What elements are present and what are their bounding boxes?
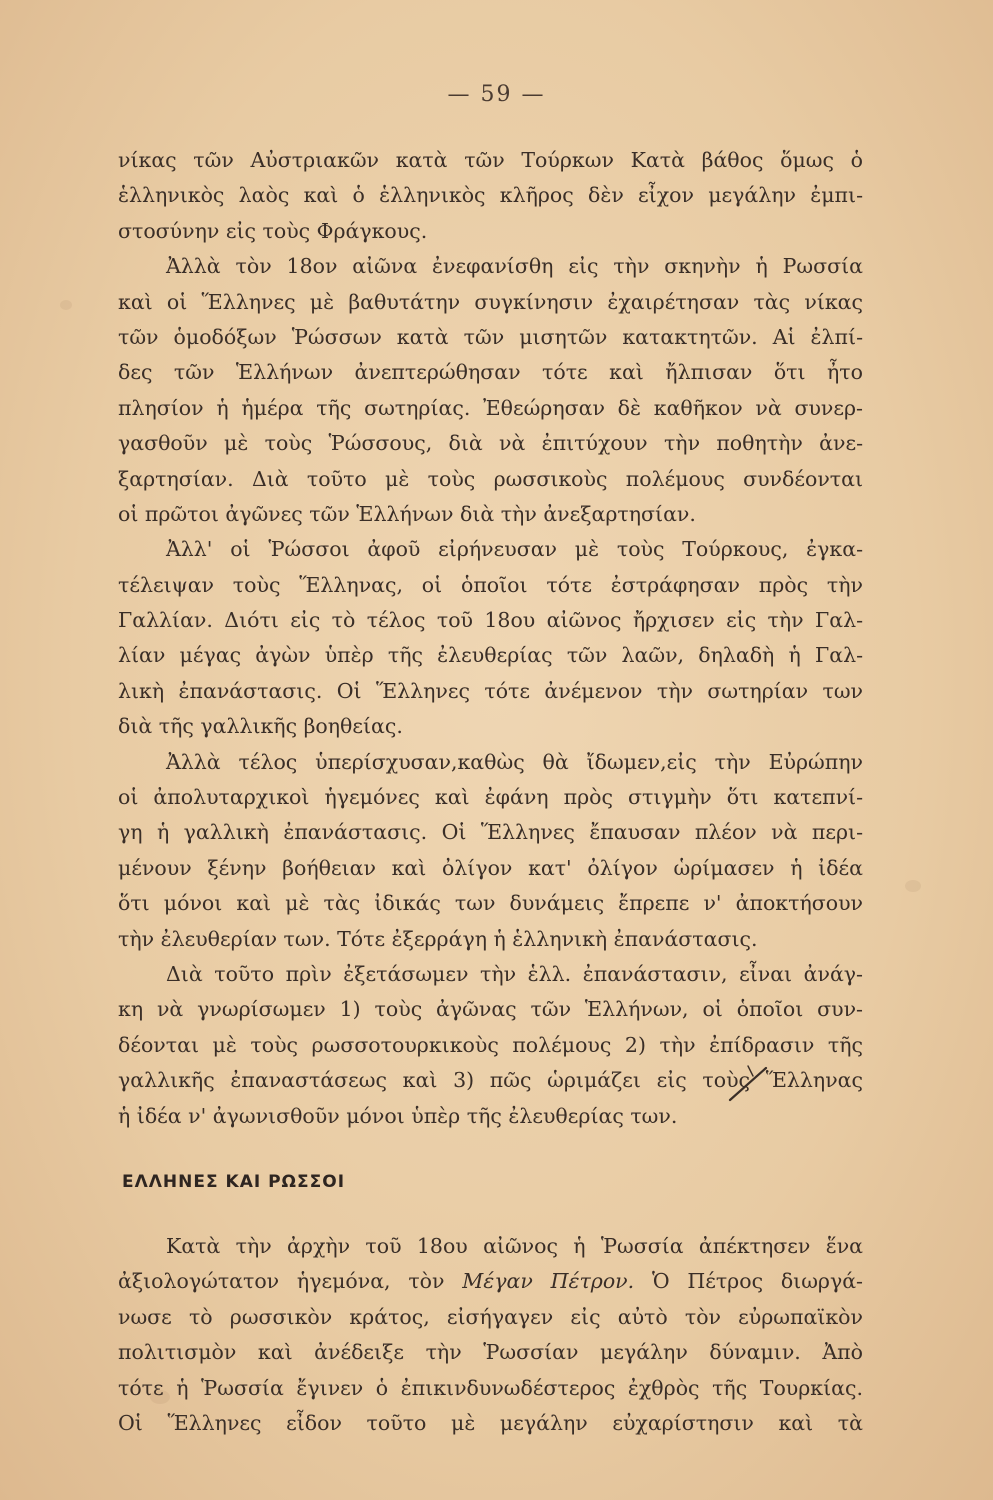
text-line: τότε ἡ Ῥωσσία ἔγινεν ὁ ἐπικινδυνωδέστερος ἐχθρὸς τῆς Τουρκίας. [118,1375,863,1400]
text-line: ξαρτησίαν. Διὰ τοῦτο μὲ τοὺς ρωσσικοὺς πολέμους συνδέονται [118,466,863,491]
text-line: οἱ πρῶτοι ἀγῶνες τῶν Ἑλλήνων διὰ τὴν ἀνεξαρτησίαν. [118,501,696,526]
text-line: λίαν μέγας ἀγὼν ὑπὲρ τῆς ἐλευθερίας τῶν λαῶν, δηλαδὴ ἡ Γαλ- [118,643,863,668]
text-fragment: ἀξιολογώτατον ἡγεμόνα, τὸν [118,1269,463,1294]
text-fragment: Ὁ Πέτρος διωργά- [634,1269,863,1294]
text-line: τῶν ὁμοδόξων Ῥώσσων κατὰ τῶν μισητῶν κατακτητῶν. Αἱ ἐλπί- [118,324,863,349]
text-line: ἡ ἰδέα ν' ἀγωνισθοῦν μόνοι ὑπὲρ τῆς ἐλευθερίας των. [118,1103,678,1128]
text-line: Ἀλλὰ τὸν 18ον αἰῶνα ἐνεφανίσθη εἰς τὴν σκηνὴν ἡ Ρωσσία [166,254,863,279]
paper-stain [905,880,921,892]
text-line: πολιτισμὸν καὶ ἀνέδειξε τὴν Ῥωσσίαν μεγάλην δύναμιν. Ἀπὸ [118,1340,863,1365]
text-line: γασθοῦν μὲ τοὺς Ῥώσσους, διὰ νὰ ἐπιτύχουν τὴν ποθητὴν ἀνε- [118,431,863,456]
section-gap [118,1134,863,1157]
text-line: καὶ οἱ Ἕλληνες μὲ βαθυτάτην συγκίνησιν ἐχαιρέτησαν τὰς νίκας [118,289,863,314]
text-line: Διὰ τοῦτο πρὶν ἐξετάσωμεν τὴν ἑλλ. ἐπανάστασιν, εἶναι ἀνάγ- [166,961,863,986]
text-line: Γαλλίαν. Διότι εἰς τὸ τέλος τοῦ 18ου αἰῶνος ἤρχισεν εἰς τὴν Γαλ- [118,608,863,633]
text-line: διὰ τῆς γαλλικῆς βοηθείας. [118,714,403,739]
section-heading: ΕΛΛΗΝΕΣ ΚΑΙ ΡΩΣΣΟΙ [122,1171,346,1192]
text-line: ὅτι μόνοι καὶ μὲ τὰς ἰδικάς των δυνάμεις ἔπρεπε ν' ἀποκτήσουν [118,891,863,916]
text-line: τὴν ἐλευθερίαν των. Τότε ἐξερράγη ἡ ἑλληνικὴ ἐπανάστασις. [118,926,758,951]
text-line: γαλλικῆς ἐπαναστάσεως καὶ 3) πῶς ὡριμάζει εἰς τοὺς Ἕλληνας [118,1068,863,1093]
text-line: Κατὰ τὴν ἀρχὴν τοῦ 18ου αἰῶνος ἡ Ῥωσσία ἀπέκτησεν ἕνα [166,1233,863,1258]
text-line: νίκας τῶν Αὐστριακῶν κατὰ τῶν Τούρκων Κατὰ βάθος ὅμως ὁ [118,148,863,172]
page-number: — 59 — [447,82,546,107]
text-line: πλησίον ἡ ἡμέρα τῆς σωτηρίας. Ἐθεώρησαν δὲ καθῆκον νὰ συνερ- [118,395,863,420]
text-line [118,1264,863,1299]
text-line: κη νὰ γνωρίσωμεν 1) τοὺς ἀγῶνας τῶν Ἑλλήνων, οἱ ὁποῖοι συν- [118,997,863,1022]
text-line: δες τῶν Ἑλλήνων ἀνεπτερώθησαν τότε καὶ ἤλπισαν ὅτι ἦτο [118,360,863,385]
text-line: Ἀλλ' οἱ Ῥώσσοι ἀφοῦ εἰρήνευσαν μὲ τοὺς Τούρκους, ἐγκα- [166,537,863,562]
text-line: Οἱ Ἕλληνες εἶδον τοῦτο μὲ μεγάλην εὐχαρίστησιν καὶ τὰ [118,1410,863,1435]
text-line: ἑλληνικὸς λαὸς καὶ ὁ ἑλληνικὸς κλῆρος δὲν εἶχον μεγάλην ἐμπι- [118,183,863,208]
text-line: στοσύνην εἰς τοὺς Φράγκους. [118,218,428,243]
text-line: μένουν ξένην βοήθειαν καὶ ὀλίγον κατ' ὀλίγον ὡρίμασεν ἡ ἰδέα [118,855,863,880]
text-line: γη ἡ γαλλικὴ ἐπανάστασις. Οἱ Ἕλληνες ἔπαυσαν πλέον νὰ περι- [118,820,863,845]
main-text [118,143,863,1441]
text-line: τέλειψαν τοὺς Ἕλληνας, οἱ ὁποῖοι τότε ἐστράφησαν πρὸς τὴν [118,572,863,597]
pencil-mark-icon [726,1062,770,1104]
text-line: οἱ ἀπολυταρχικοὶ ἡγεμόνες καὶ ἐφάνη πρὸς στιγμὴν ὅτι κατεπνί- [118,785,863,810]
section-gap [118,1207,863,1229]
emphasized-name: Μέγαν Πέτρον. [462,1269,635,1294]
text-line: νωσε τὸ ρωσσικὸν κράτος, εἰσήγαγεν εἰς αὐτὸ τὸν εὐρωπαϊκὸν [118,1304,863,1329]
paper-stain [60,300,72,310]
text-line: Ἀλλὰ τέλος ὑπερίσχυσαν,καθὼς θὰ ἴδωμεν,εἰς τὴν Εὐρώπην [166,749,863,774]
text-line: δέονται μὲ τοὺς ρωσσοτουρκικοὺς πολέμους 2) τὴν ἐπίδρασιν τῆς [118,1032,863,1057]
text-line: λικὴ ἐπανάστασις. Οἱ Ἕλληνες τότε ἀνέμενον τὴν σωτηρίαν των [118,678,863,703]
